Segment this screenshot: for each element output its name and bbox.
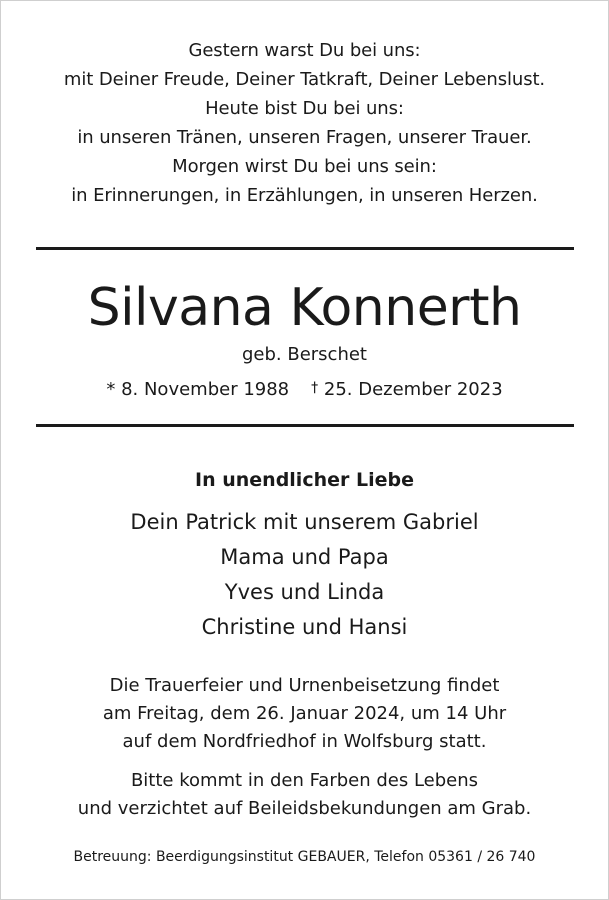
ceremony-line: auf dem Nordfriedhof in Wolfsburg statt. bbox=[122, 731, 487, 752]
maiden-name: geb. Berschet bbox=[241, 344, 367, 365]
ceremony-info bbox=[0, 672, 609, 756]
divider-bottom bbox=[36, 424, 574, 427]
funeral-home-contact: Betreuung: Beerdigungsinstitut GEBAUER, Telefon 05361 / 26 740 bbox=[73, 849, 536, 865]
mourners-list bbox=[0, 505, 609, 645]
ceremony-line: Die Trauerfeier und Urnenbeisetzung findet bbox=[109, 675, 500, 696]
mourner-line: Yves und Linda bbox=[224, 580, 385, 604]
poem-line: in Erinnerungen, in Erzählungen, in unseren Herzen. bbox=[71, 185, 538, 206]
mourner-line: Dein Patrick mit unserem Gabriel bbox=[130, 510, 479, 534]
poem-line: mit Deiner Freude, Deiner Tatkraft, Deiner Lebenslust. bbox=[63, 69, 546, 90]
mourner-line: Mama und Papa bbox=[220, 545, 389, 569]
request-line: und verzichtet auf Beileidsbekundungen am Grab. bbox=[77, 798, 532, 819]
poem-line: in unseren Tränen, unseren Fragen, unserer Trauer. bbox=[77, 127, 532, 148]
poem-line: Heute bist Du bei uns: bbox=[205, 98, 404, 119]
request-info bbox=[0, 767, 609, 823]
life-dates bbox=[0, 376, 609, 402]
mourner-line: Christine und Hansi bbox=[201, 615, 408, 639]
poem-line: Gestern warst Du bei uns: bbox=[188, 40, 421, 61]
ceremony-line: am Freitag, dem 26. Januar 2024, um 14 Uhr bbox=[102, 703, 507, 724]
birth-date: * 8. November 1988 bbox=[106, 379, 290, 400]
cross-icon: † bbox=[311, 380, 319, 396]
poem-line: Morgen wirst Du bei uns sein: bbox=[172, 156, 437, 177]
poem bbox=[0, 36, 609, 210]
death-date: 25. Dezember 2023 bbox=[323, 379, 503, 400]
divider-top bbox=[36, 247, 574, 250]
request-line: Bitte kommt in den Farben des Lebens bbox=[130, 770, 479, 791]
mourners-heading: In unendlicher Liebe bbox=[195, 469, 414, 491]
deceased-name: Silvana Konnerth bbox=[87, 278, 522, 338]
